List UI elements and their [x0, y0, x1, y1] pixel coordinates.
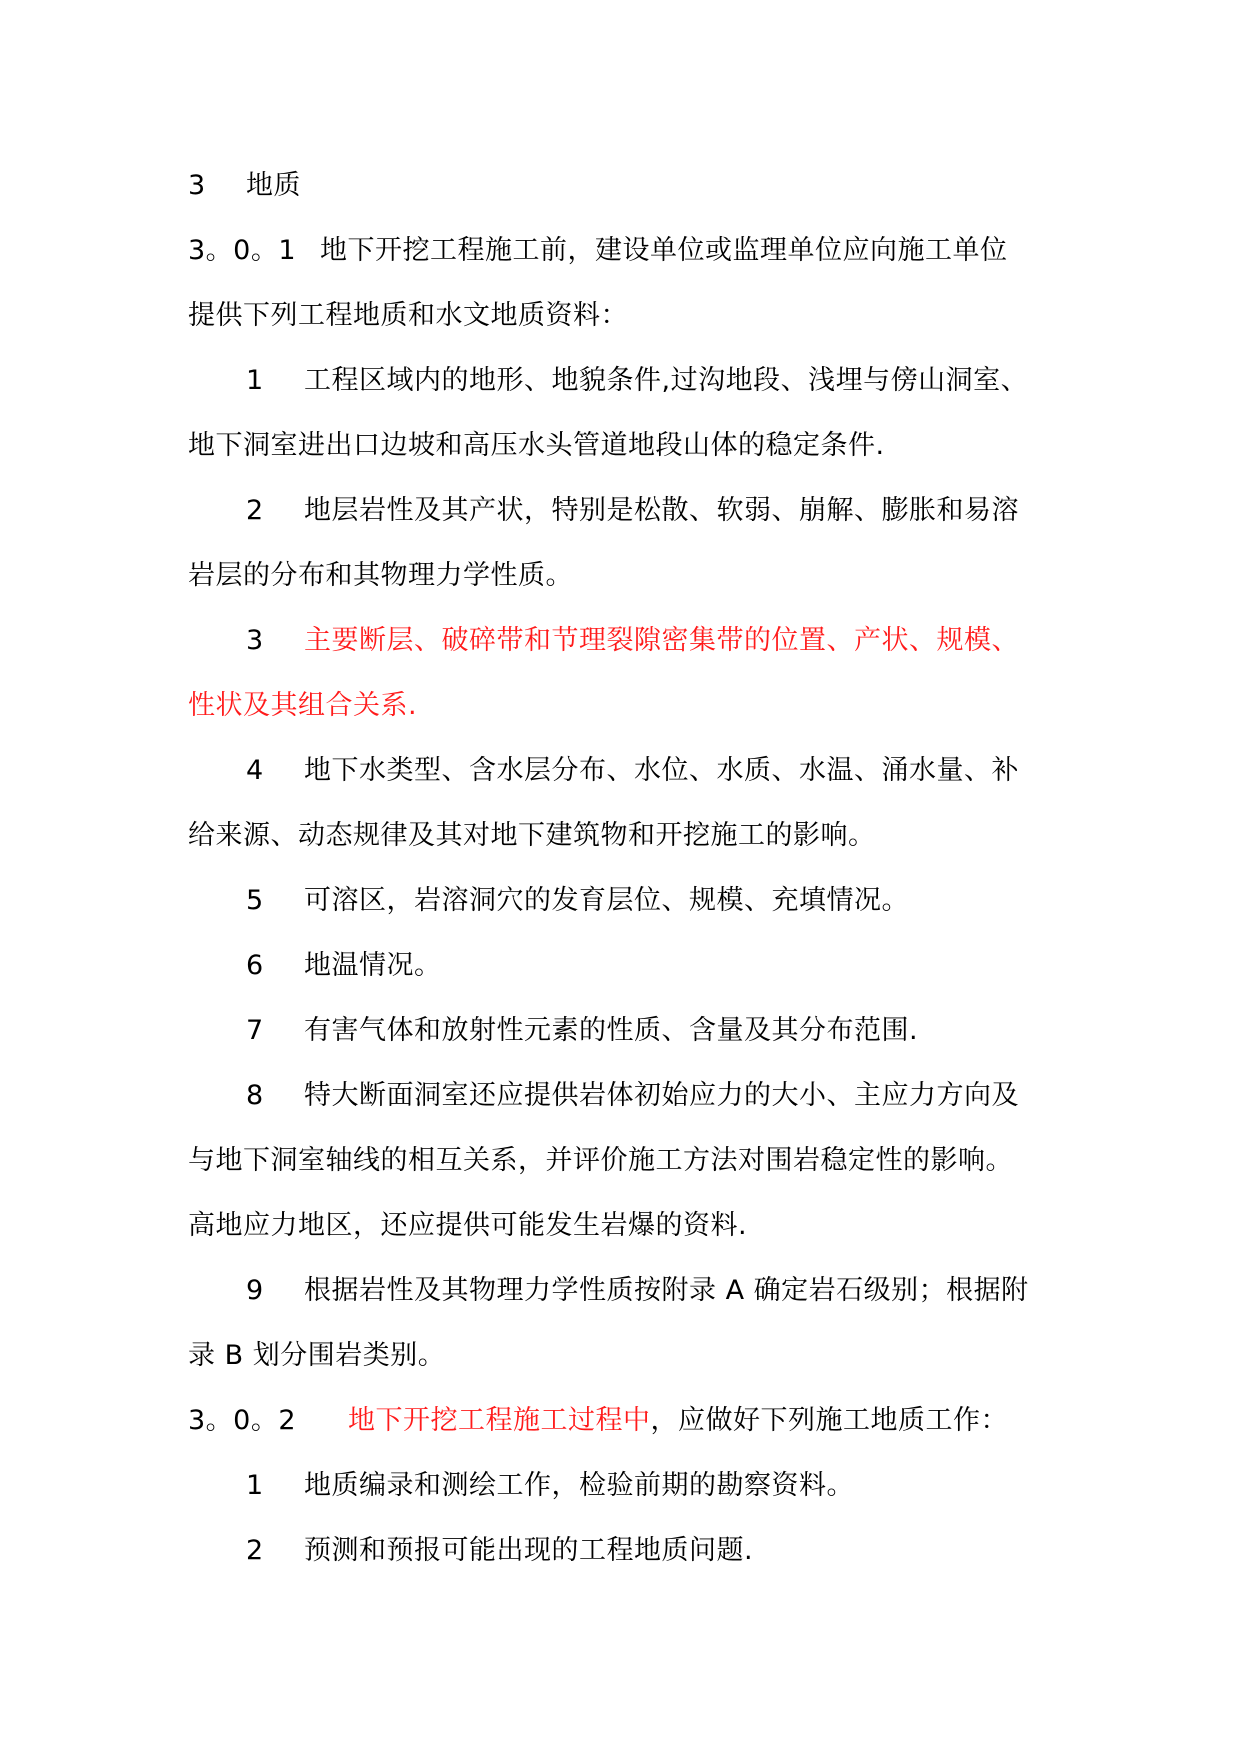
clause-301-text: 地下开挖工程施工前，建设单位或监理单位应向施工单位 — [320, 235, 1008, 266]
item-continuation: 录 B 划分围岩类别。 — [188, 1340, 446, 1371]
item-number: 7 — [246, 1015, 264, 1046]
list-item — [188, 868, 1073, 933]
clause-302-text: ，应做好下列施工地质工作： — [650, 1405, 1008, 1436]
item-number: 4 — [246, 755, 264, 786]
item-text: 预测和预报可能出现的工程地质问题. — [304, 1535, 754, 1566]
section-number: 3 — [188, 170, 206, 201]
item-continuation-highlighted: 性状及其组合关系. — [188, 690, 418, 721]
item-text: 有害气体和放射性元素的性质、含量及其分布范围. — [304, 1015, 919, 1046]
list-item — [188, 1063, 1073, 1128]
item-number: 6 — [246, 950, 264, 981]
item-text: 地下水类型、含水层分布、水位、水质、水温、涌水量、补 — [304, 755, 1019, 786]
item-number: 9 — [246, 1275, 264, 1306]
item-continuation: 岩层的分布和其物理力学性质。 — [188, 560, 573, 591]
item-text: 可溶区，岩溶洞穴的发育层位、规模、充填情况。 — [304, 885, 909, 916]
item-continuation: 与地下洞室轴线的相互关系，并评价施工方法对围岩稳定性的影响。 — [188, 1145, 1013, 1176]
clause-301-line-1 — [188, 218, 1073, 283]
list-item — [188, 933, 1073, 998]
list-item — [188, 998, 1073, 1063]
list-item — [188, 738, 1073, 803]
item-number: 1 — [246, 365, 264, 396]
item-number: 1 — [246, 1470, 264, 1501]
clause-301-number: 3。0。1 — [188, 235, 297, 266]
item-number: 5 — [246, 885, 264, 916]
item-text: 根据岩性及其物理力学性质按附录 A 确定岩石级别；根据附 — [304, 1275, 1029, 1306]
item-text-highlighted: 主要断层、破碎带和节理裂隙密集带的位置、产状、规模、 — [304, 625, 1019, 656]
clause-301-line-2: 提供下列工程地质和水文地质资料： — [188, 300, 628, 331]
item-continuation: 地下洞室进出口边坡和高压水头管道地段山体的稳定条件. — [188, 430, 885, 461]
list-item — [188, 478, 1073, 543]
clause-302-text-highlighted: 地下开挖工程施工过程中 — [348, 1405, 651, 1436]
item-continuation: 高地应力地区，还应提供可能发生岩爆的资料. — [188, 1210, 748, 1241]
item-number: 3 — [246, 625, 264, 656]
item-text: 地质编录和测绘工作，检验前期的勘察资料。 — [304, 1470, 854, 1501]
item-text: 地层岩性及其产状，特别是松散、软弱、崩解、膨胀和易溶 — [304, 495, 1019, 526]
item-text: 工程区域内的地形、地貌条件,过沟地段、浅埋与傍山洞室、 — [304, 365, 1029, 396]
item-text: 特大断面洞室还应提供岩体初始应力的大小、主应力方向及 — [304, 1080, 1019, 1111]
section-title: 地质 — [246, 170, 301, 201]
list-item-highlighted — [188, 608, 1073, 673]
item-number: 8 — [246, 1080, 264, 1111]
document-body — [188, 153, 1073, 1583]
item-continuation: 给来源、动态规律及其对地下建筑物和开挖施工的影响。 — [188, 820, 876, 851]
list-item — [188, 1453, 1073, 1518]
item-text: 地温情况。 — [304, 950, 442, 981]
list-item — [188, 1518, 1073, 1583]
item-number: 2 — [246, 1535, 264, 1566]
item-number: 2 — [246, 495, 264, 526]
list-item — [188, 348, 1073, 413]
section-heading — [188, 153, 1073, 218]
clause-302-number: 3。0。2 — [188, 1405, 297, 1436]
clause-302-line-1 — [188, 1388, 1073, 1453]
list-item — [188, 1258, 1073, 1323]
